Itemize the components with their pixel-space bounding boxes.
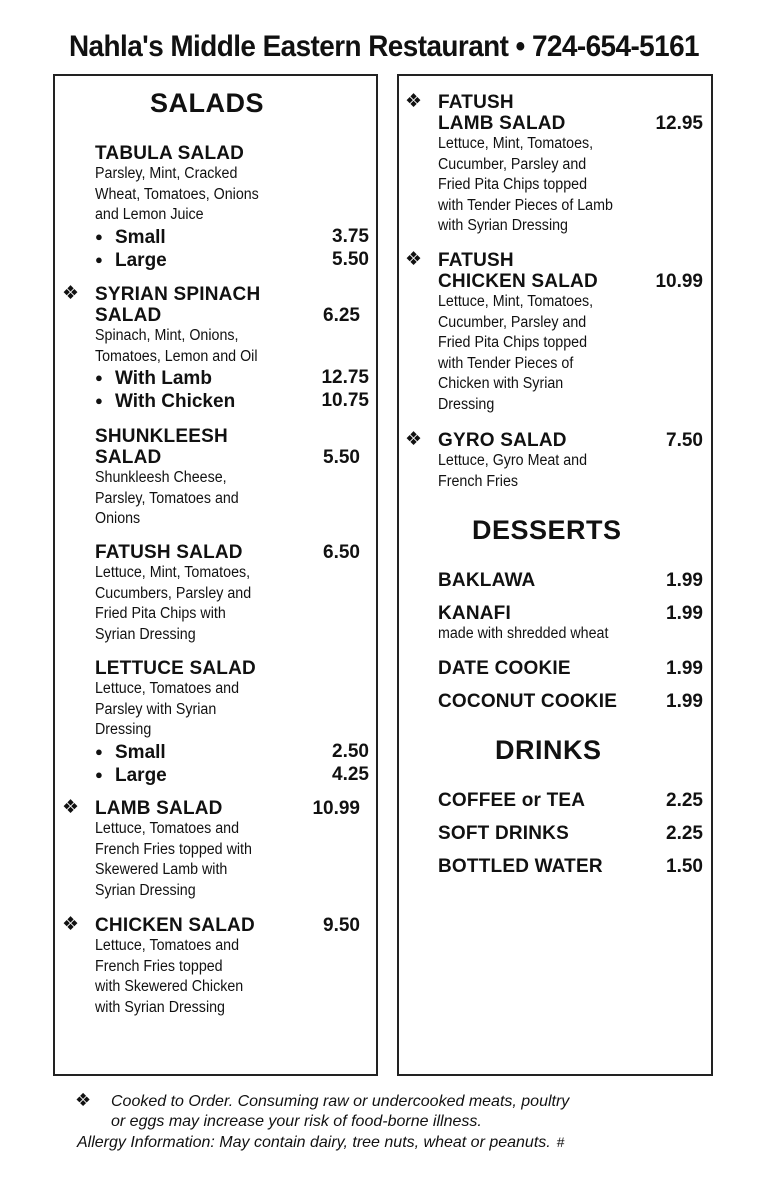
item-desc-line: French Fries topped (95, 957, 223, 975)
diamond-icon: ❖ (62, 914, 80, 935)
menu-item-baklawa (438, 570, 535, 591)
item-name: SALAD (95, 447, 162, 468)
item-desc-line: Syrian Dressing (95, 881, 196, 899)
item-desc-line: Spinach, Mint, Onions, (95, 327, 239, 344)
item-name: SHUNKLEESH (95, 426, 228, 447)
menu-item-fatush-lamb-salad (438, 92, 628, 237)
item-name: SOFT DRINKS (438, 823, 569, 844)
item-price: 1.99 (666, 691, 703, 712)
menu-item-bottled-water (438, 856, 603, 877)
menu-item-lamb-salad (95, 798, 266, 901)
item-desc-line: Parsley, Mint, Cracked (95, 165, 238, 182)
item-price: 5.50 (323, 447, 360, 468)
item-price: 2.25 (666, 790, 703, 811)
item-desc-line: Tomatoes, Lemon and Oil (95, 347, 258, 365)
bullet-icon: ● (95, 766, 103, 782)
item-name: GYRO SALAD (438, 430, 567, 451)
item-desc-line: with Syrian Dressing (438, 217, 568, 234)
item-desc-line: with Syrian Dressing (95, 998, 225, 1016)
option-price: 10.75 (321, 390, 369, 411)
item-desc-line: Fried Pita Chips with (95, 605, 226, 622)
item-name: LAMB SALAD (438, 113, 566, 134)
menu-item-soft-drinks (438, 823, 569, 844)
item-desc-line: with Skewered Chicken (95, 978, 244, 995)
item-name: LAMB SALAD (95, 798, 223, 819)
item-desc-line: Shunkleesh Cheese, (95, 469, 227, 486)
size-option (95, 740, 369, 764)
item-desc-line: Cucumber, Parsley and (438, 313, 587, 331)
footer-text: Allergy Information: May contain dairy, tree nuts, wheat or peanuts. (77, 1134, 551, 1151)
item-price: 1.99 (666, 570, 703, 591)
bullet-icon: ● (95, 393, 103, 408)
bullet-icon: ● (95, 743, 103, 759)
menu-item-gyro-salad (438, 430, 600, 492)
hash-mark: # (556, 1134, 565, 1150)
item-name: SALAD (95, 305, 162, 326)
item-desc-line: French Fries (438, 472, 519, 490)
menu-item-kanafi (438, 603, 623, 645)
option-price: 2.50 (332, 740, 369, 762)
salads-section-title: SALADS (150, 88, 265, 118)
item-desc-line: Parsley, Tomatoes and (95, 489, 239, 507)
item-name: LETTUCE SALAD (95, 658, 256, 679)
menu-item-fatush-salad (95, 542, 265, 645)
footer-disclaimer (75, 1090, 715, 1153)
item-price: 1.99 (666, 658, 703, 679)
option-label: Large (115, 249, 167, 271)
item-desc-line: with Tender Pieces of (438, 354, 574, 372)
item-desc-line: Fried Pita Chips topped (438, 334, 588, 351)
item-price: 6.50 (323, 542, 360, 563)
item-name: BAKLAWA (438, 570, 536, 591)
option-label: Small (115, 226, 166, 248)
item-name: FATUSH SALAD (95, 542, 243, 563)
item-price: 12.95 (655, 113, 703, 134)
item-desc-line: Cucumbers, Parsley and (95, 584, 252, 602)
item-price: 6.25 (323, 305, 360, 326)
menu-item-tabula-salad (95, 143, 369, 272)
size-option (95, 225, 369, 249)
item-desc-line: Lettuce, Gyro Meat and (438, 452, 588, 469)
footer-text: Cooked to Order. Consuming raw or undercooked meats, poultry (111, 1093, 570, 1110)
item-price: 2.25 (666, 823, 703, 844)
menu-item-coffee-or-tea (438, 790, 585, 811)
restaurant-header: Nahla's Middle Eastern Restaurant • 724-654-5161 (68, 30, 700, 63)
item-desc-line: Lettuce, Tomatoes and (95, 680, 240, 697)
item-name: FATUSH (438, 92, 514, 113)
item-price: 9.50 (323, 915, 360, 936)
item-desc-line: Lettuce, Mint, Tomatoes, (438, 293, 594, 310)
item-name: TABULA SALAD (95, 143, 245, 164)
item-price: 1.50 (666, 856, 703, 877)
menu-item-lettuce-salad (95, 658, 369, 787)
option-label: Small (115, 741, 166, 763)
diamond-icon: ❖ (75, 1090, 92, 1110)
item-desc-line: Parsley with Syrian (95, 700, 217, 718)
item-desc-line: Skewered Lamb with (95, 861, 228, 878)
diamond-icon: ❖ (405, 429, 423, 450)
item-name: COCONUT COOKIE (438, 691, 618, 712)
item-desc-line: Onions (95, 510, 141, 527)
item-desc-line: Cucumber, Parsley and (438, 155, 587, 173)
diamond-icon: ❖ (405, 91, 423, 112)
desserts-section-title: DESSERTS (472, 515, 622, 545)
diamond-icon: ❖ (62, 797, 80, 818)
item-desc-line: French Fries topped with (95, 840, 252, 858)
item-desc-line: with Tender Pieces of Lamb (438, 196, 613, 214)
option-price: 4.25 (332, 763, 369, 785)
bullet-icon: ● (95, 228, 103, 244)
menu-item-coconut-cookie (438, 691, 617, 712)
option-price: 5.50 (332, 248, 369, 270)
item-desc-line: Lettuce, Tomatoes and (95, 820, 240, 837)
bullet-icon: ● (95, 370, 103, 385)
item-desc-line: Lettuce, Mint, Tomatoes, (95, 564, 251, 581)
option-label: With Lamb (115, 368, 212, 389)
menu-item-fatush-chicken-salad (438, 250, 607, 415)
size-option (95, 248, 369, 272)
item-name: COFFEE or TEA (438, 790, 586, 811)
diamond-icon: ❖ (62, 283, 80, 304)
item-desc-line: Lettuce, Tomatoes and (95, 937, 240, 954)
drinks-section-title: DRINKS (495, 735, 602, 765)
footer-line (75, 1090, 715, 1112)
size-option (95, 367, 369, 390)
item-desc-line: Chicken with Syrian (438, 375, 564, 392)
diamond-icon: ❖ (405, 249, 423, 270)
item-desc-line: Syrian Dressing (95, 625, 196, 643)
option-label: Large (115, 764, 167, 786)
item-name: CHICKEN SALAD (95, 915, 255, 936)
item-name: SYRIAN SPINACH (95, 284, 261, 305)
option-label: With Chicken (115, 391, 236, 412)
item-name: DATE COOKIE (438, 658, 571, 679)
footer-line (77, 1132, 715, 1153)
item-name: BOTTLED WATER (438, 856, 603, 877)
item-price: 10.99 (655, 271, 703, 292)
item-desc-line: and Lemon Juice (95, 206, 204, 223)
item-desc-line: Lettuce, Mint, Tomatoes, (438, 135, 594, 152)
option-price: 12.75 (321, 367, 369, 388)
menu-item-chicken-salad (95, 915, 256, 1018)
size-option (95, 390, 369, 413)
item-desc-line: Dressing (95, 721, 152, 738)
item-desc-line: made with shredded wheat (438, 625, 609, 642)
item-name: FATUSH (438, 250, 514, 271)
menu-item-shunkleesh-salad (95, 426, 251, 530)
menu-item-date-cookie (438, 658, 571, 679)
item-price: 10.99 (312, 798, 360, 819)
item-desc-line: Wheat, Tomatoes, Onions (95, 185, 259, 203)
item-name: CHICKEN SALAD (438, 271, 598, 292)
size-option (95, 763, 369, 787)
option-price: 3.75 (332, 225, 369, 247)
footer-line: or eggs may increase your risk of food-borne illness. (111, 1113, 482, 1130)
item-desc-line: Fried Pita Chips topped (438, 176, 588, 193)
item-price: 1.99 (666, 603, 703, 624)
item-price: 7.50 (666, 430, 703, 451)
item-name: KANAFI (438, 603, 511, 624)
item-desc-line: Dressing (438, 395, 495, 413)
bullet-icon: ● (95, 251, 103, 267)
